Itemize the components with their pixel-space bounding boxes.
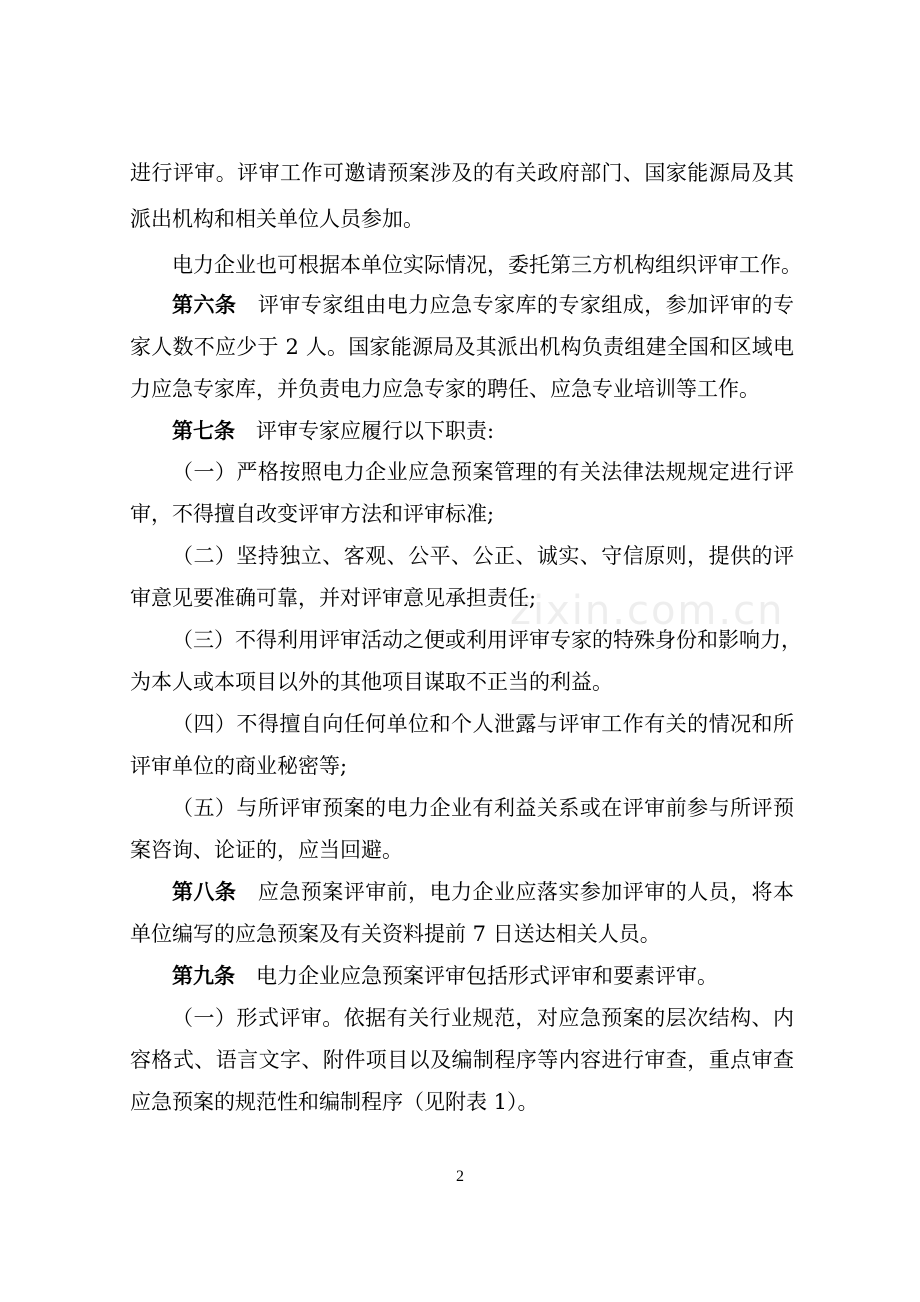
- list-item-line: （一）严格按照电力企业应急预案管理的有关法律法规规定进行评: [172, 460, 794, 484]
- article-6-text: 评审专家组由电力应急专家库的专家组成，参加评审的专: [257, 293, 795, 317]
- page-number: 2: [456, 1168, 464, 1185]
- text-line: 应急预案的规范性和编制程序（见附表 1）。: [130, 1090, 539, 1114]
- list-item-line: 案咨询、论证的，应当回避。: [130, 838, 403, 862]
- list-item-line: 为本人或本项目以外的其他项目谋取不正当的利益。: [130, 670, 613, 694]
- article-9-line: [172, 961, 718, 991]
- text-line: 力应急专家库，并负责电力应急专家的聘任、应急专业培训等工作。: [130, 377, 760, 401]
- list-item-line: （一）形式评审。依据有关行业规范，对应急预案的层次结构、内: [172, 1006, 794, 1030]
- list-item-line: 评审单位的商业秘密等;: [130, 754, 348, 778]
- article-6-line: [172, 290, 794, 320]
- text-line: 家人数不应少于 2 人。国家能源局及其派出机构负责组建全国和区域电: [130, 335, 794, 359]
- text-line: 单位编写的应急预案及有关资料提前 7 日送达相关人员。: [130, 922, 661, 946]
- list-item-line: （三）不得利用评审活动之便或利用评审专家的特殊身份和影响力，: [172, 628, 802, 652]
- text-line: 进行评审。评审工作可邀请预案涉及的有关政府部门、国家能源局及其: [130, 161, 794, 185]
- text-line: 容格式、语言文字、附件项目以及编制程序等内容进行审查，重点审查: [130, 1048, 794, 1072]
- article-8-line: [172, 877, 794, 907]
- article-7-text: 评审专家应履行以下职责:: [256, 419, 495, 443]
- article-7-heading: 第七条: [172, 418, 235, 443]
- list-item-line: 审，不得擅自改变评审方法和评审标准;: [130, 502, 495, 526]
- article-6-heading: 第六条: [172, 292, 237, 317]
- list-item-line: （四）不得擅自向任何单位和个人泄露与评审工作有关的情况和所: [172, 712, 794, 736]
- list-item-line: 审意见要准确可靠，并对评审意见承担责任;: [130, 586, 537, 610]
- text-line: 电力企业也可根据本单位实际情况，委托第三方机构组织评审工作。: [172, 253, 802, 277]
- article-9-heading: 第九条: [172, 963, 235, 988]
- list-item-line: （五）与所评审预案的电力企业有利益关系或在评审前参与所评预: [172, 796, 794, 820]
- list-item-line: （二）坚持独立、客观、公平、公正、诚实、守信原则，提供的评: [172, 544, 794, 568]
- article-8-text: 应急预案评审前，电力企业应落实参加评审的人员，将本: [257, 880, 795, 904]
- article-9-text: 电力企业应急预案评审包括形式评审和要素评审。: [256, 964, 718, 988]
- watermark: zixin.com.cn: [510, 588, 785, 634]
- text-line: 派出机构和相关单位人员参加。: [130, 207, 424, 231]
- article-7-line: [172, 416, 494, 446]
- article-8-heading: 第八条: [172, 879, 237, 904]
